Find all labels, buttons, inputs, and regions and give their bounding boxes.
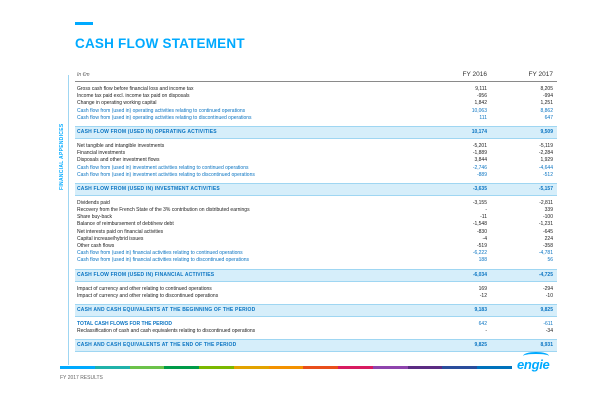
row-label: Cash flow from (used in) investment activities relating to continued operations — [77, 164, 249, 171]
table-row — [75, 143, 557, 150]
total-row — [75, 126, 557, 139]
table-row — [75, 293, 557, 300]
row-value-fy2016: -5,201 — [472, 142, 487, 149]
total-label: CASH FLOW FROM (USED IN) FINANCIAL ACTIVITIES — [77, 271, 215, 278]
row-value-fy2016: 642 — [478, 320, 487, 327]
row-value-fy2017: 339 — [544, 207, 553, 214]
table-row — [75, 172, 557, 179]
table-row — [75, 207, 557, 214]
total-value-fy2017: -5,157 — [538, 185, 553, 192]
row-label: Net tangible and intangible investments — [77, 142, 165, 149]
unit-label: In €m — [77, 72, 90, 78]
total-value-fy2017: 9,825 — [540, 306, 553, 313]
row-value-fy2016: - — [485, 207, 487, 214]
table-row — [75, 100, 557, 107]
table-row — [75, 321, 557, 328]
row-value-fy2017: -2,811 — [539, 199, 553, 206]
table-row — [75, 221, 557, 228]
total-value-fy2017: -4,725 — [538, 271, 553, 278]
row-value-fy2017: -34 — [545, 328, 553, 335]
row-value-fy2017: -4,781 — [538, 250, 553, 257]
row-label: Cash flow from (used in) operating activities relating to continued operations — [77, 107, 246, 114]
table-row — [75, 286, 557, 293]
row-value-fy2016: 1,842 — [474, 100, 487, 107]
row-value-fy2016: -11 — [480, 214, 487, 221]
side-section-label — [59, 75, 67, 190]
table-row — [75, 108, 557, 115]
row-label: Gross cash flow before financial loss and income tax — [77, 86, 194, 92]
row-value-fy2017: 1,929 — [540, 157, 553, 164]
total-value-fy2016: 10,174 — [471, 128, 487, 135]
color-stripe-segment — [199, 366, 234, 369]
row-value-fy2017: 8,862 — [540, 107, 553, 114]
row-value-fy2017: -1,231 — [538, 221, 553, 228]
row-value-fy2017: 56 — [547, 257, 553, 264]
row-value-fy2016: 9,111 — [475, 86, 487, 92]
row-label: Other cash flows — [77, 243, 115, 249]
table-row — [75, 229, 557, 236]
row-value-fy2016: -889 — [476, 171, 487, 178]
row-value-fy2016: 188 — [478, 257, 487, 264]
row-label: Share buy-back — [77, 214, 113, 221]
row-value-fy2017: -645 — [542, 228, 553, 235]
row-label: Cash flow from (used in) investment activities relating to discontinued operations — [77, 171, 255, 178]
table-row — [75, 86, 557, 93]
row-label: Impact of currency and other relating to continued operations — [77, 285, 212, 292]
total-row — [75, 183, 557, 196]
row-label: Financial investments — [77, 150, 126, 157]
row-value-fy2016: -12 — [479, 292, 487, 299]
row-value-fy2016: 3,844 — [474, 157, 487, 164]
total-value-fy2016: -3,635 — [472, 185, 487, 192]
total-row — [75, 304, 557, 317]
row-value-fy2017: -5,119 — [539, 142, 553, 149]
row-value-fy2017: -4,644 — [538, 164, 553, 171]
row-label: Cash flow from (used in) financial activities relating to discontinued operations — [77, 257, 250, 264]
row-value-fy2016: -830 — [476, 228, 487, 235]
brand-color-stripe — [60, 366, 512, 369]
row-value-fy2017: -10 — [545, 292, 553, 299]
total-row — [75, 269, 557, 282]
row-value-fy2017: -358 — [542, 243, 553, 249]
row-value-fy2016: -1,889 — [472, 150, 487, 157]
row-value-fy2017: -294 — [542, 285, 553, 292]
table-row — [75, 93, 557, 100]
total-label: CASH FLOW FROM (USED IN) INVESTMENT ACTIVITIES — [77, 185, 220, 192]
row-label: Change in operating working capital — [77, 100, 157, 107]
table-row — [75, 236, 557, 243]
table-row — [75, 250, 557, 257]
table-row — [75, 150, 557, 157]
cash-flow-table — [75, 68, 557, 352]
row-label: Cash flow from (used in) financial activities relating to continued operations — [77, 250, 243, 257]
color-stripe-segment — [303, 366, 338, 369]
table-row — [75, 243, 557, 250]
total-label: CASH FLOW FROM (USED IN) OPERATING ACTIVITIES — [77, 128, 217, 135]
page-title: CASH FLOW STATEMENT — [75, 36, 245, 51]
row-value-fy2017: -2,284 — [538, 150, 553, 157]
row-label: Reclassification of cash and cash equivalents relating to discontinued operations — [77, 328, 256, 335]
color-stripe-segment — [442, 366, 477, 369]
total-value-fy2016: -6,034 — [472, 271, 487, 278]
row-label: Capital increase/hybrid issues — [77, 235, 144, 242]
color-stripe-segment — [60, 366, 95, 369]
side-divider — [68, 75, 69, 365]
total-value-fy2016: 9,825 — [474, 342, 487, 349]
row-value-fy2016: -2,746 — [472, 164, 487, 171]
row-value-fy2016: 169 — [478, 285, 487, 292]
color-stripe-segment — [373, 366, 408, 369]
row-label: Recovery from the French State of the 3% contribution on distributed earnings — [77, 207, 250, 214]
row-value-fy2017: 224 — [544, 235, 553, 242]
row-value-fy2017: -994 — [542, 93, 553, 100]
color-stripe-segment — [234, 366, 269, 369]
color-stripe-segment — [408, 366, 443, 369]
row-value-fy2016: -6,222 — [472, 250, 487, 257]
table-row — [75, 157, 557, 164]
total-label: CASH AND CASH EQUIVALENTS AT THE BEGINNING OF THE PERIOD — [77, 306, 256, 313]
color-stripe-segment — [164, 366, 199, 369]
row-value-fy2016: 111 — [479, 114, 487, 121]
side-section-label-text: FINANCIAL APPENDICES — [59, 123, 65, 190]
row-label: Disposals and other investment flows — [77, 157, 160, 164]
total-value-fy2017: 8,931 — [540, 342, 553, 349]
total-label: CASH AND CASH EQUIVALENTS AT THE END OF THE PERIOD — [77, 342, 237, 349]
row-label: Impact of currency and other relating to discontinued operations — [77, 292, 219, 299]
row-value-fy2016: -956 — [476, 93, 487, 100]
color-stripe-segment — [269, 366, 304, 369]
table-header — [75, 68, 557, 82]
row-value-fy2017: 8,205 — [540, 86, 553, 92]
total-value-fy2016: 9,183 — [474, 306, 487, 313]
row-label: Income tax paid excl. income tax paid on disposals — [77, 93, 190, 100]
title-accent-bar — [75, 22, 93, 25]
row-label: Cash flow from (used in) operating activities relating to discontinued operations — [77, 114, 252, 121]
row-label: Balance of reimbursement of debt/new debt — [77, 221, 174, 228]
table-row — [75, 115, 557, 122]
color-stripe-segment — [338, 366, 373, 369]
color-stripe-segment — [477, 366, 512, 369]
row-value-fy2017: -512 — [542, 171, 553, 178]
column-header-fy2017: FY 2017 — [528, 71, 553, 78]
color-stripe-segment — [95, 366, 130, 369]
column-header-fy2016: FY 2016 — [462, 71, 487, 78]
row-value-fy2016: -519 — [476, 243, 487, 249]
row-value-fy2017: -100 — [542, 214, 553, 221]
table-body — [75, 82, 557, 352]
row-value-fy2016: - — [485, 328, 487, 335]
engie-logo: engie — [517, 357, 550, 372]
row-value-fy2016: -1,548 — [472, 221, 487, 228]
row-value-fy2016: -3,155 — [472, 199, 487, 206]
table-row — [75, 257, 557, 264]
row-label: Dividends paid — [77, 199, 110, 206]
row-value-fy2016: -4 — [482, 235, 487, 242]
row-label: TOTAL CASH FLOWS FOR THE PERIOD — [77, 320, 172, 327]
table-row — [75, 165, 557, 172]
row-value-fy2017: 1,251 — [540, 100, 553, 107]
row-value-fy2017: 647 — [544, 114, 553, 121]
table-row — [75, 200, 557, 207]
row-label: Net interests paid on financial activities — [77, 228, 164, 235]
row-value-fy2017: -611 — [543, 320, 553, 327]
total-row — [75, 339, 557, 352]
total-value-fy2017: 9,509 — [540, 128, 553, 135]
table-row — [75, 214, 557, 221]
row-value-fy2016: 10,063 — [471, 107, 487, 114]
table-row — [75, 328, 557, 335]
color-stripe-segment — [130, 366, 165, 369]
footer-text: FY 2017 RESULTS — [60, 375, 103, 381]
